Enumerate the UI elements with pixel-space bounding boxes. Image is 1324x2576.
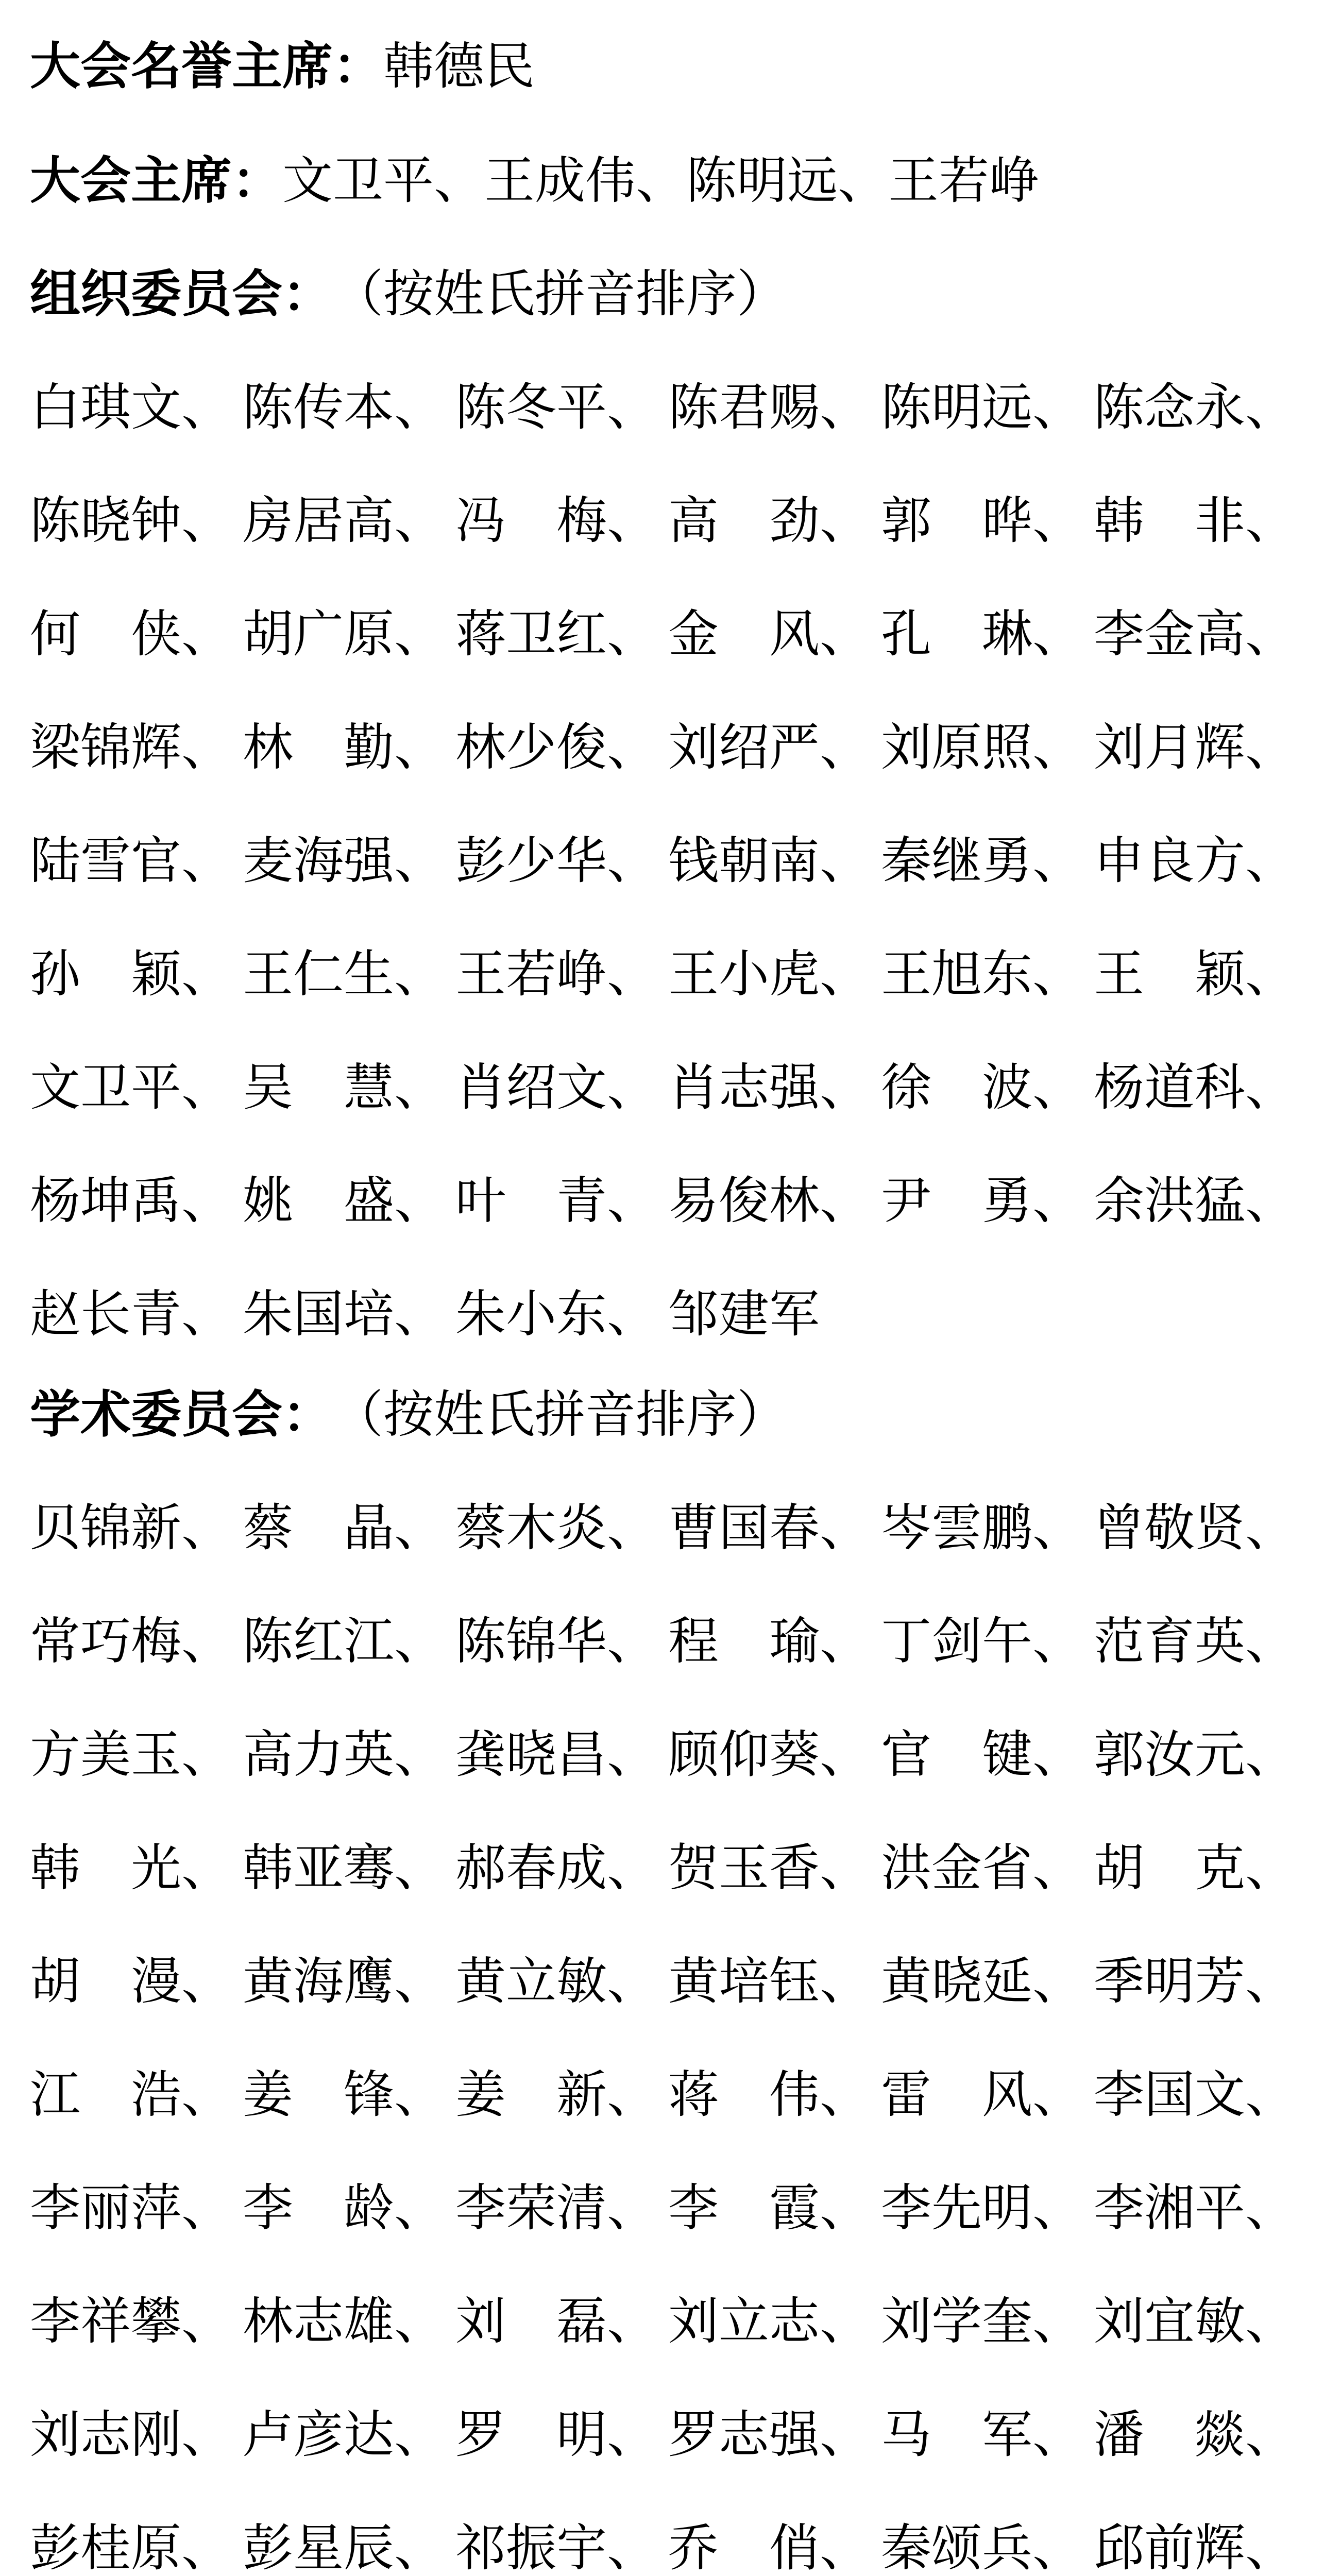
name-entry: 林 勤、 — [243, 718, 445, 777]
name-entry: 常巧梅、 — [30, 1612, 232, 1671]
name-entry: 刘 磊、 — [455, 2292, 658, 2351]
honorary-chair-name: 韩德民 — [383, 37, 535, 96]
academic-committee-label: 学术委员会： — [30, 1385, 333, 1444]
name-entry: 陈君赐、 — [668, 378, 871, 437]
name-entry: 陈明远、 — [881, 378, 1083, 437]
name-entry: 刘月辉、 — [1094, 718, 1296, 777]
organizing-committee-label: 组织委员会： — [30, 264, 333, 324]
name-row — [30, 1487, 1308, 1560]
name-entry: 郝春成、 — [455, 1838, 658, 1897]
name-entry: 尹 勇、 — [881, 1171, 1083, 1230]
name-entry: 卢彦达、 — [243, 2405, 445, 2464]
name-row — [30, 934, 1308, 1006]
name-entry: 顾仰葵、 — [668, 1725, 871, 1784]
name-entry: 陈锦华、 — [455, 1612, 658, 1671]
name-entry: 贝锦新、 — [30, 1498, 232, 1557]
name-entry: 韩亚骞、 — [243, 1838, 445, 1897]
name-entry: 余洪猛、 — [1094, 1171, 1296, 1230]
name-row — [30, 1047, 1308, 1119]
name-entry: 王 颖、 — [1094, 944, 1296, 1004]
name-entry: 郭汝元、 — [1094, 1725, 1296, 1784]
name-entry: 龚晓昌、 — [455, 1725, 658, 1784]
name-entry: 孔 琳、 — [881, 604, 1083, 664]
name-entry: 方美玉、 — [30, 1725, 232, 1784]
name-entry: 彭少华、 — [455, 831, 658, 890]
name-row — [30, 594, 1308, 666]
name-entry: 黄晓延、 — [881, 1952, 1083, 2011]
name-entry: 李 龄、 — [243, 2178, 445, 2238]
name-entry: 李国文、 — [1094, 2065, 1296, 2124]
name-entry: 秦颂兵、 — [881, 2518, 1083, 2576]
name-entry: 乔 俏、 — [668, 2518, 871, 2576]
name-entry: 姚 盛、 — [243, 1171, 445, 1230]
name-entry: 姜 新、 — [455, 2065, 658, 2124]
name-entry: 李丽萍、 — [30, 2178, 232, 2238]
name-entry: 韩 非、 — [1094, 491, 1296, 550]
name-entry: 朱小东、 — [455, 1284, 658, 1344]
name-entry: 金 风、 — [668, 604, 871, 664]
name-entry: 洪金省、 — [881, 1838, 1083, 1897]
name-entry: 李祥攀、 — [30, 2292, 232, 2351]
name-entry: 钱朝南、 — [668, 831, 871, 890]
name-entry: 高力英、 — [243, 1725, 445, 1784]
name-entry: 叶 青、 — [455, 1171, 658, 1230]
name-entry: 杨坤禹、 — [30, 1171, 232, 1230]
name-entry: 邱前辉、 — [1094, 2518, 1296, 2576]
name-entry: 刘立志、 — [668, 2292, 871, 2351]
name-entry: 肖志强、 — [668, 1058, 871, 1117]
name-entry: 曾敬贤、 — [1094, 1498, 1296, 1557]
name-entry: 陈冬平、 — [455, 378, 658, 437]
name-row — [30, 2054, 1308, 2126]
name-entry: 彭桂原、 — [30, 2518, 232, 2576]
name-entry: 程 瑜、 — [668, 1612, 871, 1671]
name-entry: 雷 风、 — [881, 2065, 1083, 2124]
name-entry: 郭 晔、 — [881, 491, 1083, 550]
academic-committee-heading — [30, 1374, 787, 1446]
name-entry: 陈红江、 — [243, 1612, 445, 1671]
name-entry: 马 军、 — [881, 2405, 1083, 2464]
name-entry: 孙 颖、 — [30, 944, 232, 1004]
name-entry: 文卫平、 — [30, 1058, 232, 1117]
name-entry: 王若峥、 — [455, 944, 658, 1004]
name-entry: 蒋卫红、 — [455, 604, 658, 664]
name-entry: 蒋 伟、 — [668, 2065, 871, 2124]
name-entry: 蔡木炎、 — [455, 1498, 658, 1557]
name-entry: 吴 慧、 — [243, 1058, 445, 1117]
name-entry: 曹国春、 — [668, 1498, 871, 1557]
name-entry: 罗志强、 — [668, 2405, 871, 2464]
name-entry: 梁锦辉、 — [30, 718, 232, 777]
name-row — [30, 1941, 1308, 2013]
name-entry: 季明芳、 — [1094, 1952, 1296, 2011]
honorary-chair-line — [30, 26, 535, 98]
organizing-committee-sort-note: （按姓氏拼音排序） — [333, 264, 788, 324]
name-entry: 彭星辰、 — [243, 2518, 445, 2576]
name-entry: 冯 梅、 — [455, 491, 658, 550]
name-entry: 李湘平、 — [1094, 2178, 1296, 2238]
name-entry: 李先明、 — [881, 2178, 1083, 2238]
name-entry: 秦继勇、 — [881, 831, 1083, 890]
name-entry: 李金高、 — [1094, 604, 1296, 664]
name-row — [30, 1827, 1308, 1900]
name-row — [30, 2507, 1308, 2576]
name-entry: 何 侠、 — [30, 604, 232, 664]
name-entry: 黄海鹰、 — [243, 1952, 445, 2011]
chairs-line — [30, 140, 1040, 212]
name-entry: 王小虎、 — [668, 944, 871, 1004]
name-entry: 林志雄、 — [243, 2292, 445, 2351]
name-entry: 黄培钰、 — [668, 1952, 871, 2011]
name-entry: 刘宜敏、 — [1094, 2292, 1296, 2351]
name-entry: 胡 克、 — [1094, 1838, 1296, 1897]
name-entry: 姜 锋、 — [243, 2065, 445, 2124]
name-entry: 王仁生、 — [243, 944, 445, 1004]
name-entry: 王旭东、 — [881, 944, 1083, 1004]
name-row — [30, 1601, 1308, 1673]
chairs-names: 文卫平、王成伟、陈明远、王若峥 — [282, 151, 1040, 210]
name-entry: 刘原照、 — [881, 718, 1083, 777]
name-entry: 李荣清、 — [455, 2178, 658, 2238]
name-entry: 申良方、 — [1094, 831, 1296, 890]
name-entry: 蔡 晶、 — [243, 1498, 445, 1557]
name-row — [30, 367, 1308, 439]
name-entry: 徐 波、 — [881, 1058, 1083, 1117]
name-entry: 胡 漫、 — [30, 1952, 232, 2011]
name-entry: 白琪文、 — [30, 378, 232, 437]
name-entry: 罗 明、 — [455, 2405, 658, 2464]
name-entry: 祁振宇、 — [455, 2518, 658, 2576]
honorary-chair-label: 大会名誉主席： — [30, 37, 384, 96]
name-row — [30, 820, 1308, 892]
name-row — [30, 1160, 1308, 1232]
name-entry: 刘志刚、 — [30, 2405, 232, 2464]
name-entry: 李 霞、 — [668, 2178, 871, 2238]
name-entry: 房居高、 — [243, 491, 445, 550]
name-entry: 杨道科、 — [1094, 1058, 1296, 1117]
name-entry: 肖绍文、 — [455, 1058, 658, 1117]
name-entry: 陈晓钟、 — [30, 491, 232, 550]
organizing-committee-heading — [30, 253, 787, 326]
name-entry: 岑雲鹏、 — [881, 1498, 1083, 1557]
name-row — [30, 2394, 1308, 2466]
name-entry: 丁剑午、 — [881, 1612, 1083, 1671]
name-entry: 韩 光、 — [30, 1838, 232, 1897]
academic-committee-sort-note: （按姓氏拼音排序） — [333, 1385, 788, 1444]
name-entry: 林少俊、 — [455, 718, 658, 777]
name-entry: 潘 燚、 — [1094, 2405, 1296, 2464]
name-entry: 陈传本、 — [243, 378, 445, 437]
name-entry: 麦海强、 — [243, 831, 445, 890]
name-row — [30, 707, 1308, 779]
name-entry: 朱国培、 — [243, 1284, 445, 1344]
name-row — [30, 480, 1308, 552]
chairs-label: 大会主席： — [30, 151, 283, 210]
name-entry: 刘绍严、 — [668, 718, 871, 777]
name-entry: 范育英、 — [1094, 1612, 1296, 1671]
name-entry: 易俊林、 — [668, 1171, 871, 1230]
name-entry: 高 劲、 — [668, 491, 871, 550]
name-entry: 陆雪官、 — [30, 831, 232, 890]
name-entry: 陈念永、 — [1094, 378, 1296, 437]
name-row — [30, 2167, 1308, 2240]
name-entry: 江 浩、 — [30, 2065, 232, 2124]
name-entry: 黄立敏、 — [455, 1952, 658, 2011]
name-row — [30, 2281, 1308, 2353]
name-entry: 胡广原、 — [243, 604, 445, 664]
name-entry: 刘学奎、 — [881, 2292, 1083, 2351]
name-row — [30, 1274, 1308, 1346]
name-entry: 邹建军 — [668, 1284, 820, 1344]
name-row — [30, 1714, 1308, 1786]
name-entry: 贺玉香、 — [668, 1838, 871, 1897]
name-entry: 官 键、 — [881, 1725, 1083, 1784]
name-entry: 赵长青、 — [30, 1284, 232, 1344]
